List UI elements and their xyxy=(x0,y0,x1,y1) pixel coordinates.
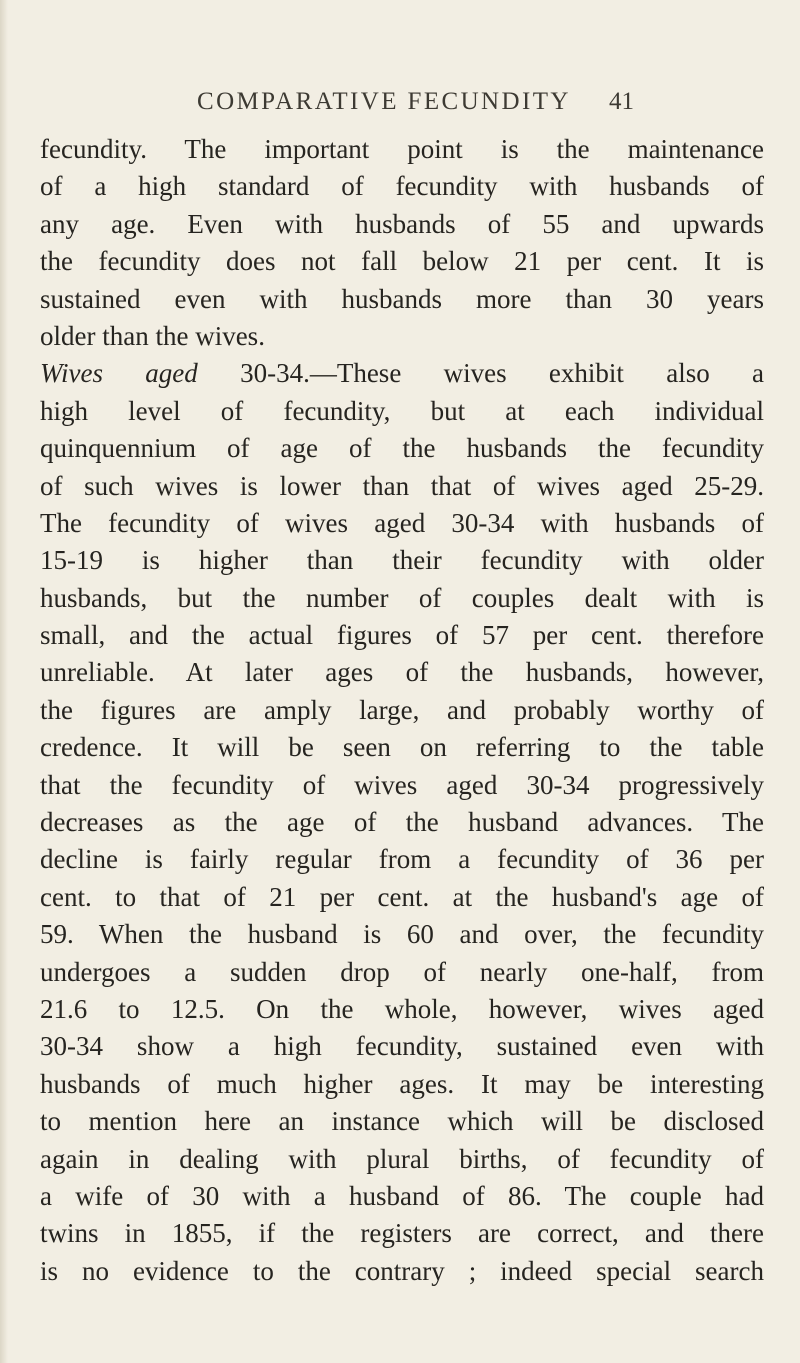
text-line: high level of fecundity, but at each individual xyxy=(40,395,764,426)
text-line: is no evidence to the contrary ; indeed special search xyxy=(40,1255,764,1286)
text-line: cent. to that of 21 per cent. at the husband's age of xyxy=(40,881,764,912)
text-line: husbands of much higher ages. It may be interesting xyxy=(40,1068,764,1099)
section-subheading-line xyxy=(40,355,764,392)
text-line: of a high standard of fecundity with husbands of xyxy=(40,171,764,202)
text-line: a wife of 30 with a husband of 86. The couple had xyxy=(40,1180,764,1211)
text-line: sustained even with husbands more than 30 years xyxy=(40,283,764,314)
page-binding-edge xyxy=(0,0,8,1363)
text-line: credence. It will be seen on referring to the table xyxy=(40,732,764,763)
text-line: decline is fairly regular from a fecundity of 36 per xyxy=(40,844,764,875)
running-title: COMPARATIVE FECUNDITY xyxy=(197,88,571,115)
text-line: 30-34 show a high fecundity, sustained even with xyxy=(40,1031,764,1062)
text-line: 15-19 is higher than their fecundity with older xyxy=(40,545,764,576)
text-line: of such wives is lower than that of wives aged 25-29. xyxy=(40,470,764,501)
text-line: unreliable. At later ages of the husbands, however, xyxy=(40,657,764,688)
text-line: small, and the actual figures of 57 per cent. therefore xyxy=(40,620,764,651)
text-line: undergoes a sudden drop of nearly one-half, from xyxy=(40,956,764,987)
text-line: fecundity. The important point is the maintenance xyxy=(40,134,764,164)
text-line: twins in 1855, if the registers are correct, and there xyxy=(40,1218,764,1249)
text-line: quinquennium of age of the husbands the fecundity xyxy=(40,433,764,464)
body-text xyxy=(40,131,764,1290)
text-line: to mention here an instance which will be disclosed xyxy=(40,1106,764,1137)
text-line: older than the wives. xyxy=(40,320,265,351)
running-head xyxy=(0,88,800,118)
page-number: 41 xyxy=(609,88,634,115)
text-line: the fecundity does not fall below 21 per cent. It is xyxy=(40,246,764,277)
section-subheading: Wives aged xyxy=(40,358,198,389)
text-line: 21.6 to 12.5. On the whole, however, wives aged xyxy=(40,993,764,1024)
text-line: husbands, but the number of couples dealt with is xyxy=(40,582,764,613)
text-line: again in dealing with plural births, of fecundity of xyxy=(40,1143,764,1174)
text-line: any age. Even with husbands of 55 and upwards xyxy=(40,208,764,239)
text-line: the figures are amply large, and probably worthy of xyxy=(40,694,764,725)
text-line: 59. When the husband is 60 and over, the fecundity xyxy=(40,919,764,950)
text-line: that the fecundity of wives aged 30-34 progressively xyxy=(40,769,764,800)
text-line: decreases as the age of the husband advances. The xyxy=(40,807,764,838)
section-subheading-continuation: 30-34.—These wives exhibit also a xyxy=(197,358,764,389)
text-line: The fecundity of wives aged 30-34 with husbands of xyxy=(40,507,764,538)
